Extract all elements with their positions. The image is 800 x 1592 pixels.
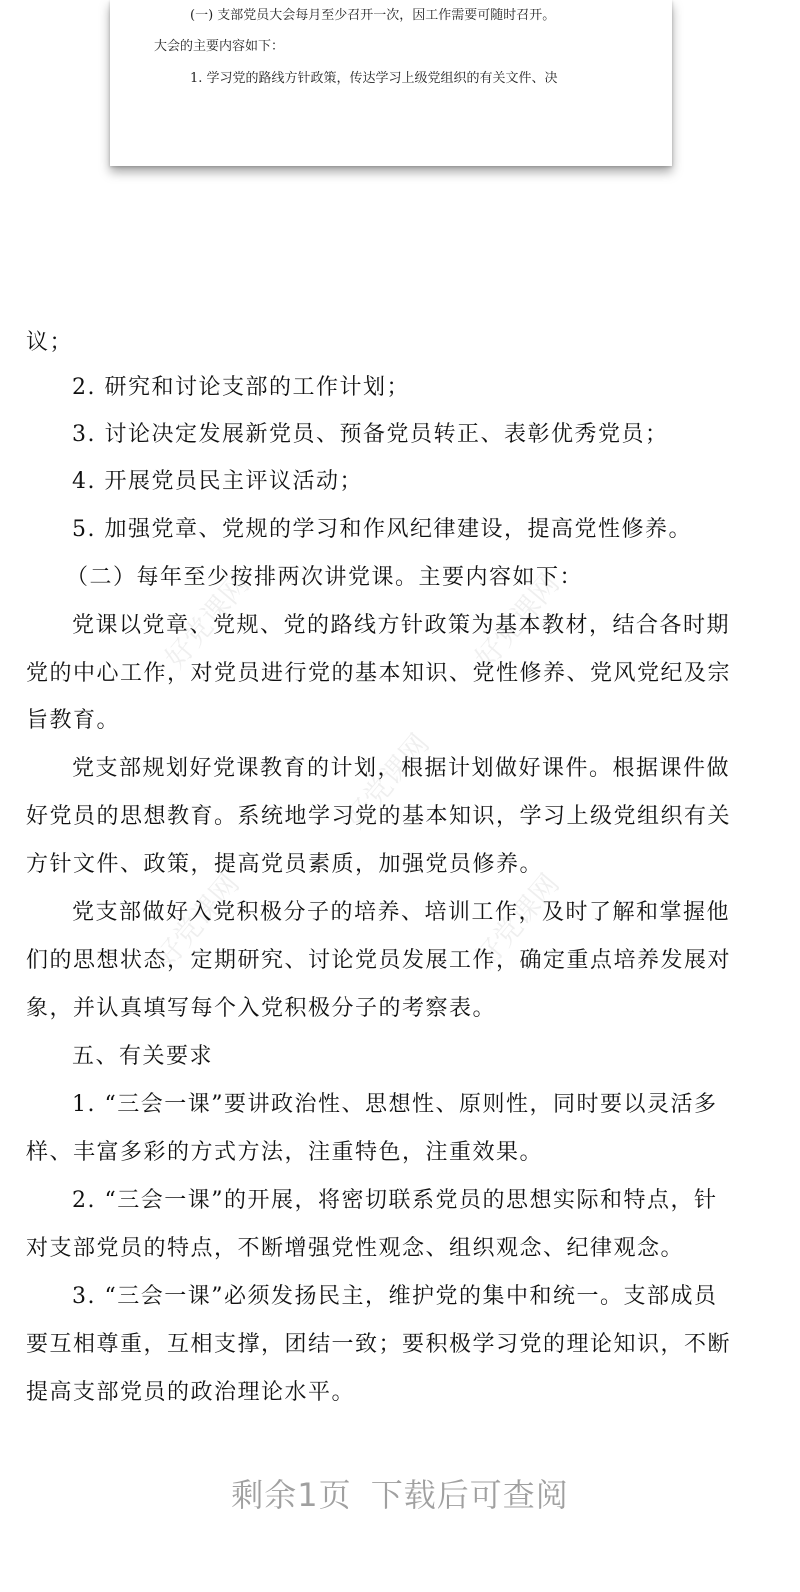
body-line: 2. 研究和讨论支部的工作计划； [72,375,410,400]
body-line: 好党员的思想教育。系统地学习党的基本知识，学习上级党组织有关 [26,804,732,829]
watermark: 好党课网 [468,867,566,975]
body-line: 旨教育。 [26,708,121,733]
body-line: 党课以党章、党规、党的路线方针政策为基本教材，结合各时期 [72,613,731,638]
body-line: 们的思想状态，定期研究、讨论党员发展工作，确定重点培养发展对 [26,948,732,973]
watermark: 好党课网 [148,867,246,975]
watermark: 好党课网 [468,567,566,675]
watermark: 好党课网 [338,727,436,835]
body-line: 方针文件、政策，提高党员素质，加强党员修养。 [26,852,544,877]
body-line: 3. “三会一课”必须发扬民主，维护党的集中和统一。支部成员 [72,1284,718,1309]
body-line: 党支部规划好党课教育的计划，根据计划做好课件。根据课件做 [72,756,731,781]
body-line: 1. “三会一课”要讲政治性、思想性、原则性，同时要以灵活多 [72,1092,718,1117]
body-line: 党的中心工作，对党员进行党的基本知识、党性修养、党风党纪及宗 [26,661,732,686]
body-line: 2. “三会一课”的开展，将密切联系党员的思想实际和特点，针 [72,1188,718,1213]
section-heading: 五、有关要求 [72,1044,214,1069]
preview-line-2: 大会的主要内容如下： [154,39,285,54]
watermark: 好党课网 [158,567,256,675]
preview-line-3: 1. 学习党的路线方针政策，传达学习上级党组织的有关文件、决 [190,71,558,86]
preview-line-1: (一) 支部党员大会每月至少召开一次，因工作需要可随时召开。 [190,8,556,23]
body-line: 样、丰富多彩的方式方法，注重特色，注重效果。 [26,1140,544,1165]
body-line: 对支部党员的特点，不断增强党性观念、组织观念、纪律观念。 [26,1236,685,1261]
body-line: 党支部做好入党积极分子的培养、培训工作，及时了解和掌握他 [72,900,731,925]
body-line: 5. 加强党章、党规的学习和作风纪律建设，提高党性修养。 [72,517,692,542]
body-line: 4. 开展党员民主评议活动； [72,469,363,494]
body-line: 象，并认真填写每个入党积极分子的考察表。 [26,996,497,1021]
section-heading: （二）每年至少按排两次讲党课。主要内容如下： [66,565,584,590]
body-line: 议； [26,330,74,355]
body-line: 3. 讨论决定发展新党员、预备党员转正、表彰优秀党员； [72,422,669,447]
body-line: 提高支部党员的政治理论水平。 [26,1380,356,1405]
body-line: 要互相尊重，互相支撑，团结一致；要积极学习党的理论知识，不断 [26,1332,732,1357]
remaining-pages-notice[interactable]: 剩余1页 下载后可查阅 [231,1476,569,1514]
previous-page-preview [110,0,672,166]
